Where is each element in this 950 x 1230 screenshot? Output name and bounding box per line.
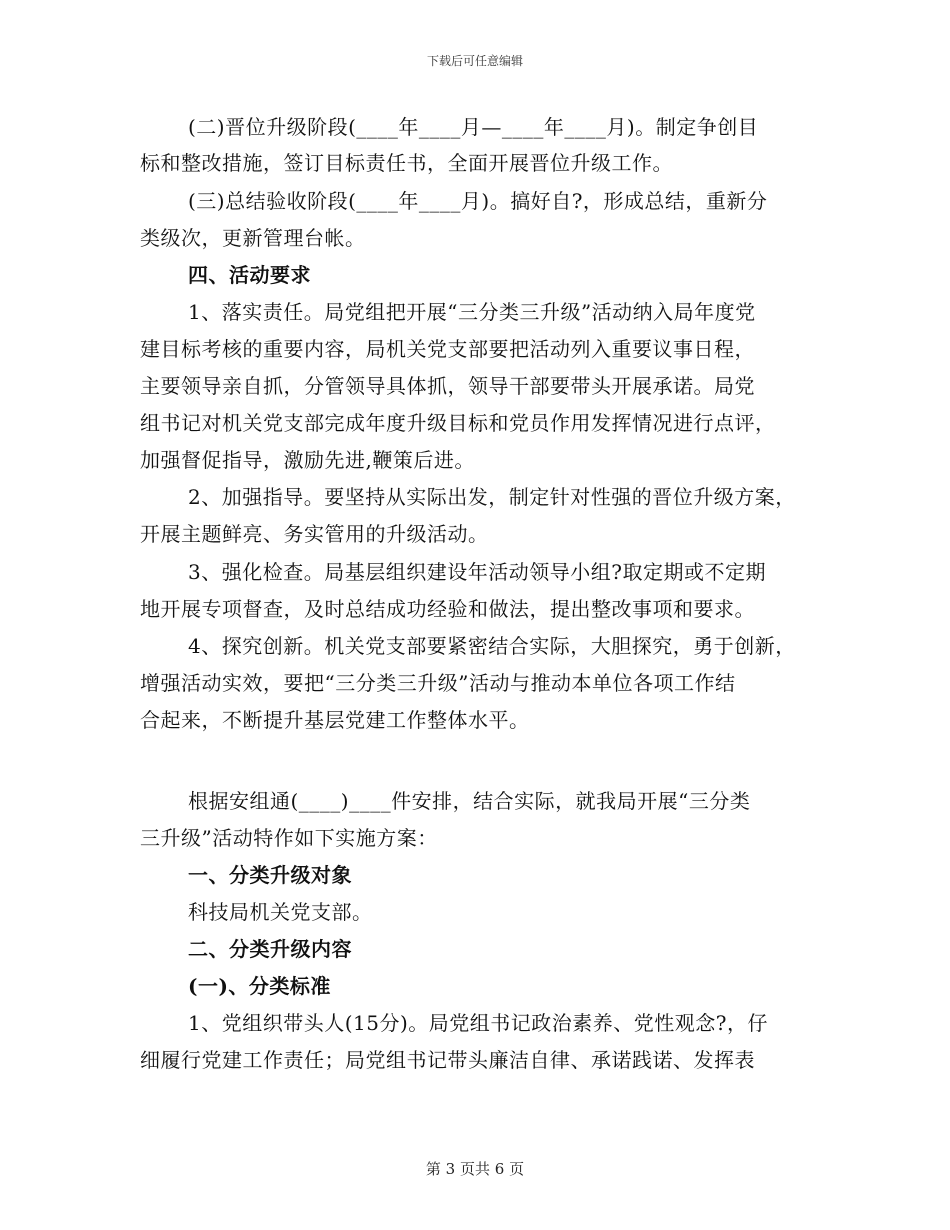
paragraph-line: 细履行党建工作责任；局党组书记带头廉洁自律、承诺践诺、发挥表: [140, 1048, 755, 1072]
section-heading: 一、分类升级对象: [188, 863, 352, 887]
page-number: 第 3 页共 6 页: [425, 1160, 525, 1178]
paragraph-line: 根据安组通(____)____件安排，结合实际，就我局开展“三分类: [188, 789, 751, 813]
paragraph-line: 标和整改措施，签订目标责任书，全面开展晋位升级工作。: [140, 151, 673, 175]
paragraph-line: 三升级”活动特作如下实施方案：: [140, 826, 438, 850]
section-heading: 四、活动要求: [188, 263, 311, 287]
paragraph-line: 组书记对机关党支部完成年度升级目标和党员作用发挥情况进行点评，: [140, 411, 776, 435]
paragraph-line: 3、强化检查。局基层组织建设年活动领导小组?取定期或不定期: [188, 560, 766, 584]
paragraph-line: 建目标考核的重要内容，局机关党支部要把活动列入重要议事日程，: [140, 337, 755, 361]
paragraph-line: 地开展专项督查，及时总结成功经验和做法，提出整改事项和要求。: [140, 597, 755, 621]
paragraph-line: 1、落实责任。局党组把开展“三分类三升级”活动纳入局年度党: [188, 300, 756, 324]
paragraph-line: 合起来，不断提升基层党建工作整体水平。: [140, 708, 530, 732]
paragraph-line: 4、探究创新。机关党支部要紧密结合实际，大胆探究，勇于创新，: [188, 634, 796, 658]
paragraph-line: 主要领导亲自抓，分管领导具体抓，领导干部要带头开展承诺。局党: [140, 374, 755, 398]
page-header: 下载后可任意编辑: [426, 54, 523, 68]
section-heading: 二、分类升级内容: [188, 937, 352, 961]
paragraph-line: 增强活动实效，要把“三分类三升级”活动与推动本单位各项工作结: [140, 671, 736, 695]
paragraph-line: (三)总结验收阶段(____年____月)。搞好自?，形成总结，重新分: [188, 189, 768, 213]
paragraph-line: 2、加强指导。要坚持从实际出发，制定针对性强的晋位升级方案，: [188, 485, 796, 509]
paragraph-line: 加强督促指导，激励先进,鞭策后进。: [140, 448, 475, 472]
subsection-heading: (一)、分类标准: [188, 974, 331, 998]
paragraph-line: 开展主题鲜亮、务实管用的升级活动。: [140, 522, 489, 546]
paragraph-line: (二)晋位升级阶段(____年____月—____年____月)。制定争创目: [188, 115, 759, 139]
paragraph-line: 类级次，更新管理台帐。: [140, 226, 366, 250]
paragraph-line: 1、党组织带头人(15分)。局党组书记政治素养、党性观念?，仔: [188, 1011, 769, 1035]
paragraph-line: 科技局机关党支部。: [188, 900, 373, 924]
